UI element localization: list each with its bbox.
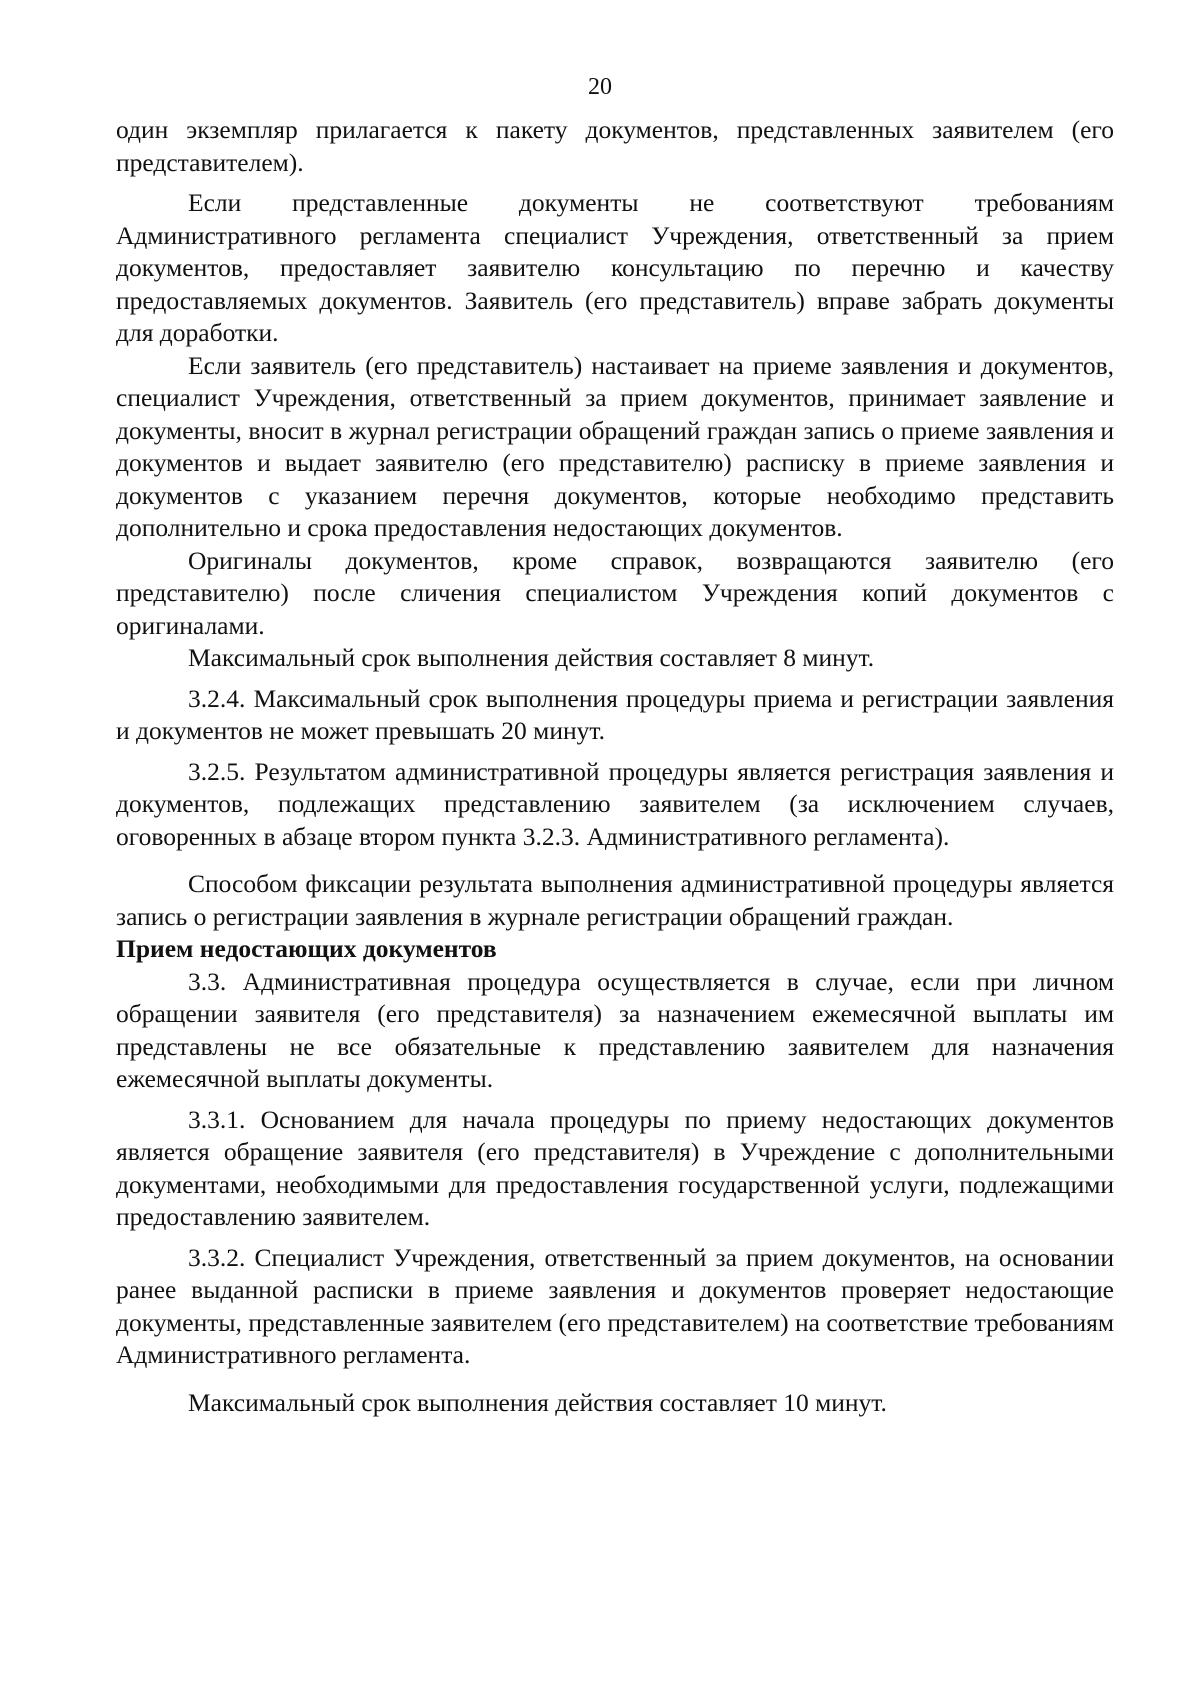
paragraph-originals-returned: Оригиналы документов, кроме справок, возвращаются заявителю (его представителю) после сличения специалистом Учреждения копий документов с оригиналами. xyxy=(116,545,1114,640)
paragraph-applicant-insists: Если заявитель (его представитель) настаивает на приеме заявления и документов, специалист Учреждения, ответственный за прием документов, принимает заявление и документы, вносит в журнал регистрации обращений граждан запись о приеме заявления и документов и выдает заявителю (его представителю) расписку в приеме заявления и документов с указанием перечня документов, которые необходимо представить дополнительно и срока предоставления недостающих документов. xyxy=(116,350,1114,542)
paragraph-fixation-method: Способом фиксации результата выполнения административной процедуры является запись о регистрации заявления в журнале регистрации обращений граждан. xyxy=(116,869,1114,931)
section-heading: Прием недостающих документов xyxy=(116,934,497,963)
paragraph-3-3-2: 3.3.2. Специалист Учреждения, ответственный за прием документов, на основании ранее выданной расписки в приеме заявления и документов проверяет недостающие документы, представленные заявителем (его представителем) на соответствие требованиям Административного регламента. xyxy=(116,1242,1114,1369)
paragraph-max-time-10: Максимальный срок выполнения действия составляет 10 минут. xyxy=(188,1387,887,1417)
paragraph-3-2-5: 3.2.5. Результатом административной процедуры является регистрация заявления и документов, подлежащих представлению заявителем (за исключением случаев, оговоренных в абзаце втором пункта 3.2.3. Административного регламента). xyxy=(116,756,1114,851)
paragraph-continuation: один экземпляр прилагается к пакету документов, представленных заявителем (его представителем). xyxy=(116,115,1114,177)
paragraph-documents-mismatch: Если представленные документы не соответствуют требованиям Административного регламента специалист Учреждения, ответственный за прием документов, предоставляет заявителю консультацию по перечню и качеству предоставляемых документов. Заявитель (его представитель) вправе забрать документы для доработки. xyxy=(116,188,1114,347)
page-number: 20 xyxy=(588,74,612,100)
paragraph-3-3: 3.3. Административная процедура осуществляется в случае, если при личном обращении заявителя (его представителя) за назначением ежемесячной выплаты им представлены не все обязательные к представлению заявителем для назначения ежемесячной выплаты документы. xyxy=(116,966,1114,1093)
paragraph-3-2-4: 3.2.4. Максимальный срок выполнения процедуры приема и регистрации заявления и документов не может превышать 20 минут. xyxy=(116,683,1114,745)
document-body xyxy=(116,114,1114,1419)
paragraph-3-3-1: 3.3.1. Основанием для начала процедуры по приему недостающих документов является обращение заявителя (его представителя) в Учреждение с дополнительными документами, необходимыми для предоставления государственной услуги, подлежащими предоставлению заявителем. xyxy=(116,1104,1114,1231)
paragraph-max-time-8: Максимальный срок выполнения действия составляет 8 минут. xyxy=(188,643,875,672)
